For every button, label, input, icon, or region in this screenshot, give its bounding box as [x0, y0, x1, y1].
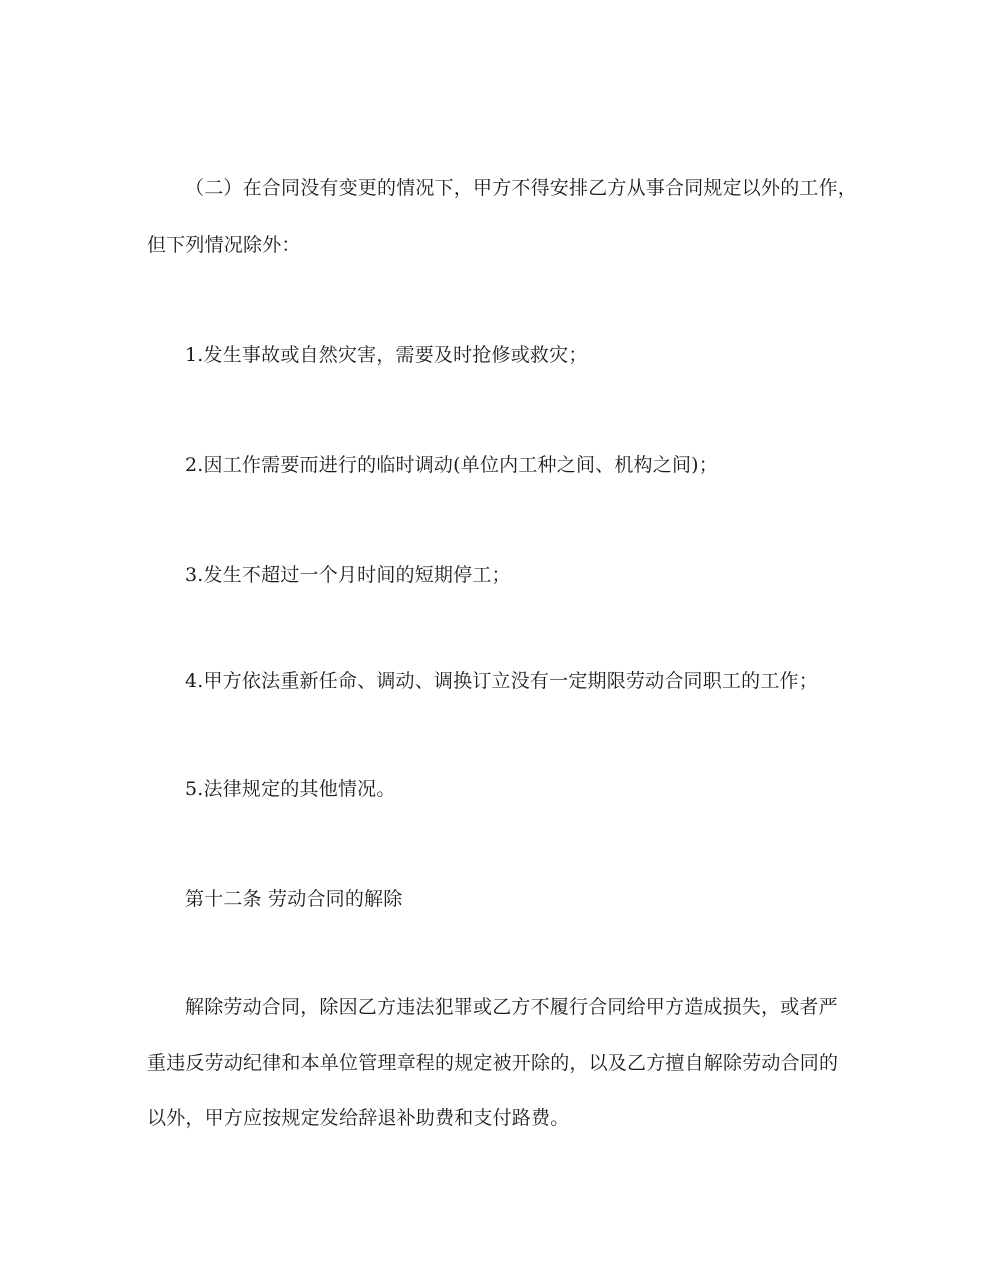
clause-intro-line-2: 但下列情况除外：: [147, 234, 301, 256]
list-item-4: 4.甲方依法重新任命、调动、调换订立没有一定期限劳动合同职工的工作；: [185, 670, 818, 692]
list-item-2: 2.因工作需要而进行的临时调动(单位内工种之间、机构之间)；: [185, 454, 718, 476]
list-item-1: 1.发生事故或自然灾害，需要及时抢修或救灾；: [185, 344, 588, 366]
article-body-line-2: 重违反劳动纪律和本单位管理章程的规定被开除的，以及乙方擅自解除劳动合同的: [147, 1052, 839, 1074]
list-item-3: 3.发生不超过一个月时间的短期停工；: [185, 564, 511, 586]
article-body-line-1: 解除劳动合同，除因乙方违法犯罪或乙方不履行合同给甲方造成损失，或者严: [185, 996, 838, 1018]
list-item-5: 5.法律规定的其他情况。: [185, 778, 396, 800]
article-body-line-3: 以外，甲方应按规定发给辞退补助费和支付路费。: [147, 1107, 570, 1129]
clause-intro-line-1: （二）在合同没有变更的情况下，甲方不得安排乙方从事合同规定以外的工作，: [185, 177, 858, 199]
article-heading: 第十二条 劳动合同的解除: [185, 888, 403, 910]
